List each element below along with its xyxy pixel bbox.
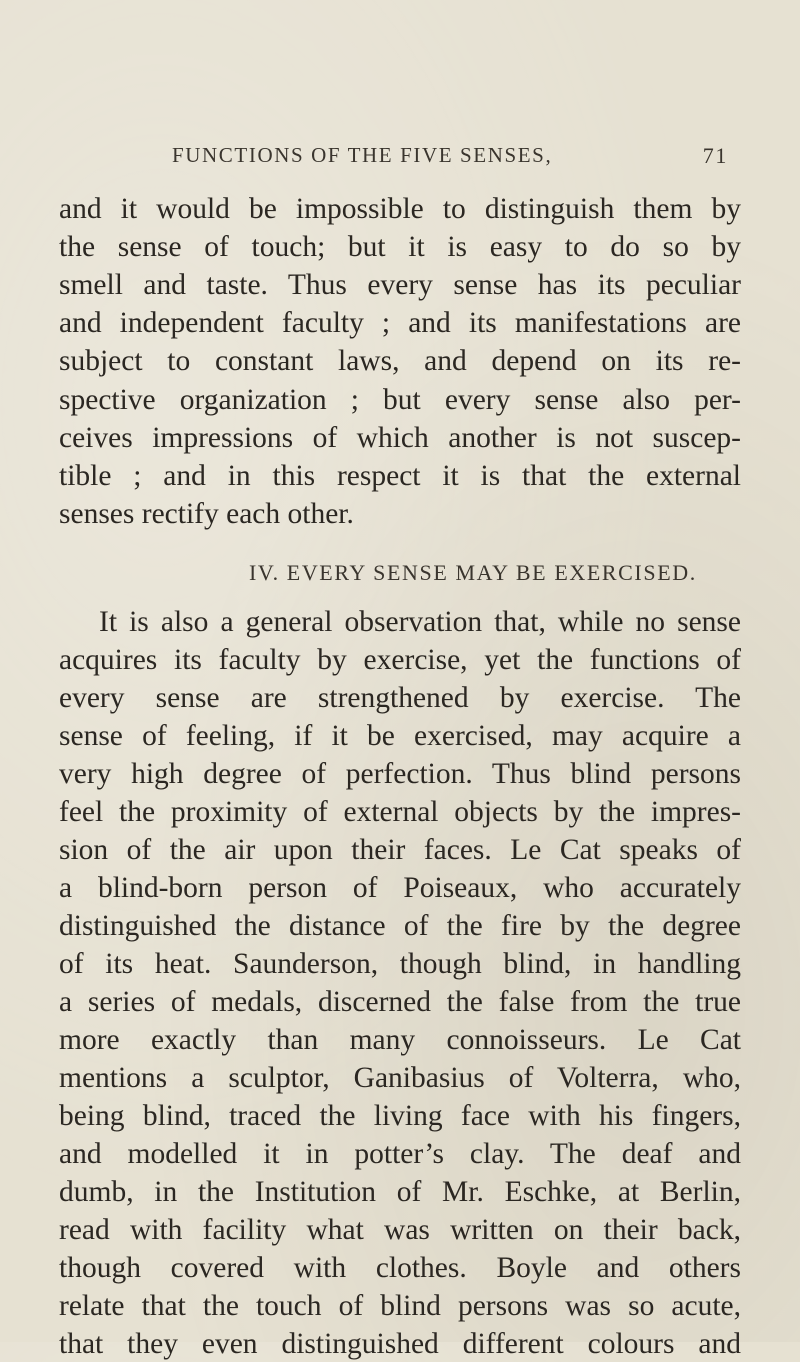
text-line: the sense of touch; but it is easy to do so by <box>59 231 741 263</box>
text-line: sion of the air upon their faces. Le Cat speaks of <box>59 834 741 866</box>
text-line: spective organization ; but every sense also per- <box>59 384 741 416</box>
running-head <box>172 143 732 175</box>
text-line: acquires its faculty by exercise, yet the functions of <box>59 644 741 676</box>
text-line: mentions a sculptor, Ganibasius of Volterra, who, <box>59 1062 741 1094</box>
text-line: though covered with clothes. Boyle and others <box>59 1252 741 1284</box>
text-line: dumb, in the Institution of Mr. Eschke, at Berlin, <box>59 1176 741 1208</box>
section-heading: IV. EVERY SENSE MAY BE EXERCISED. <box>249 560 697 585</box>
text-line: sense of feeling, if it be exercised, may acquire a <box>59 720 741 752</box>
text-line: relate that the touch of blind persons was so acute, <box>59 1290 741 1322</box>
text-line: read with facility what was written on their back, <box>59 1214 741 1246</box>
text-line: It is also a general observation that, while no sense <box>99 606 741 638</box>
text-line: distinguished the distance of the fire by the degree <box>59 910 741 942</box>
text-line: being blind, traced the living face with his fingers, <box>59 1100 741 1132</box>
text-line: more exactly than many connoisseurs. Le Cat <box>59 1024 741 1056</box>
text-line: very high degree of perfection. Thus blind persons <box>59 758 741 790</box>
text-line: and independent faculty ; and its manifestations are <box>59 307 741 339</box>
text-line: tible ; and in this respect it is that the external <box>59 460 741 492</box>
running-head-title: FUNCTIONS OF THE FIVE SENSES, <box>172 143 553 167</box>
text-line: that they even distinguished different colours and <box>59 1328 741 1360</box>
text-line: and it would be impossible to distinguish them by <box>59 193 741 225</box>
text-line: senses rectify each other. <box>59 498 354 530</box>
text-line: subject to constant laws, and depend on its re- <box>59 345 741 377</box>
text-line: a blind-born person of Poiseaux, who accurately <box>59 872 741 904</box>
text-line: feel the proximity of external objects by the impres- <box>59 796 741 828</box>
text-line: a series of medals, discerned the false from the true <box>59 986 741 1018</box>
text-line: every sense are strengthened by exercise. The <box>59 682 741 714</box>
page-number: 71 <box>702 143 728 168</box>
text-line: of its heat. Saunderson, though blind, in handling <box>59 948 741 980</box>
text-line: and modelled it in potter’s clay. The deaf and <box>59 1138 741 1170</box>
text-line: smell and taste. Thus every sense has its peculiar <box>59 269 741 301</box>
text-line: ceives impressions of which another is not suscep- <box>59 422 741 454</box>
